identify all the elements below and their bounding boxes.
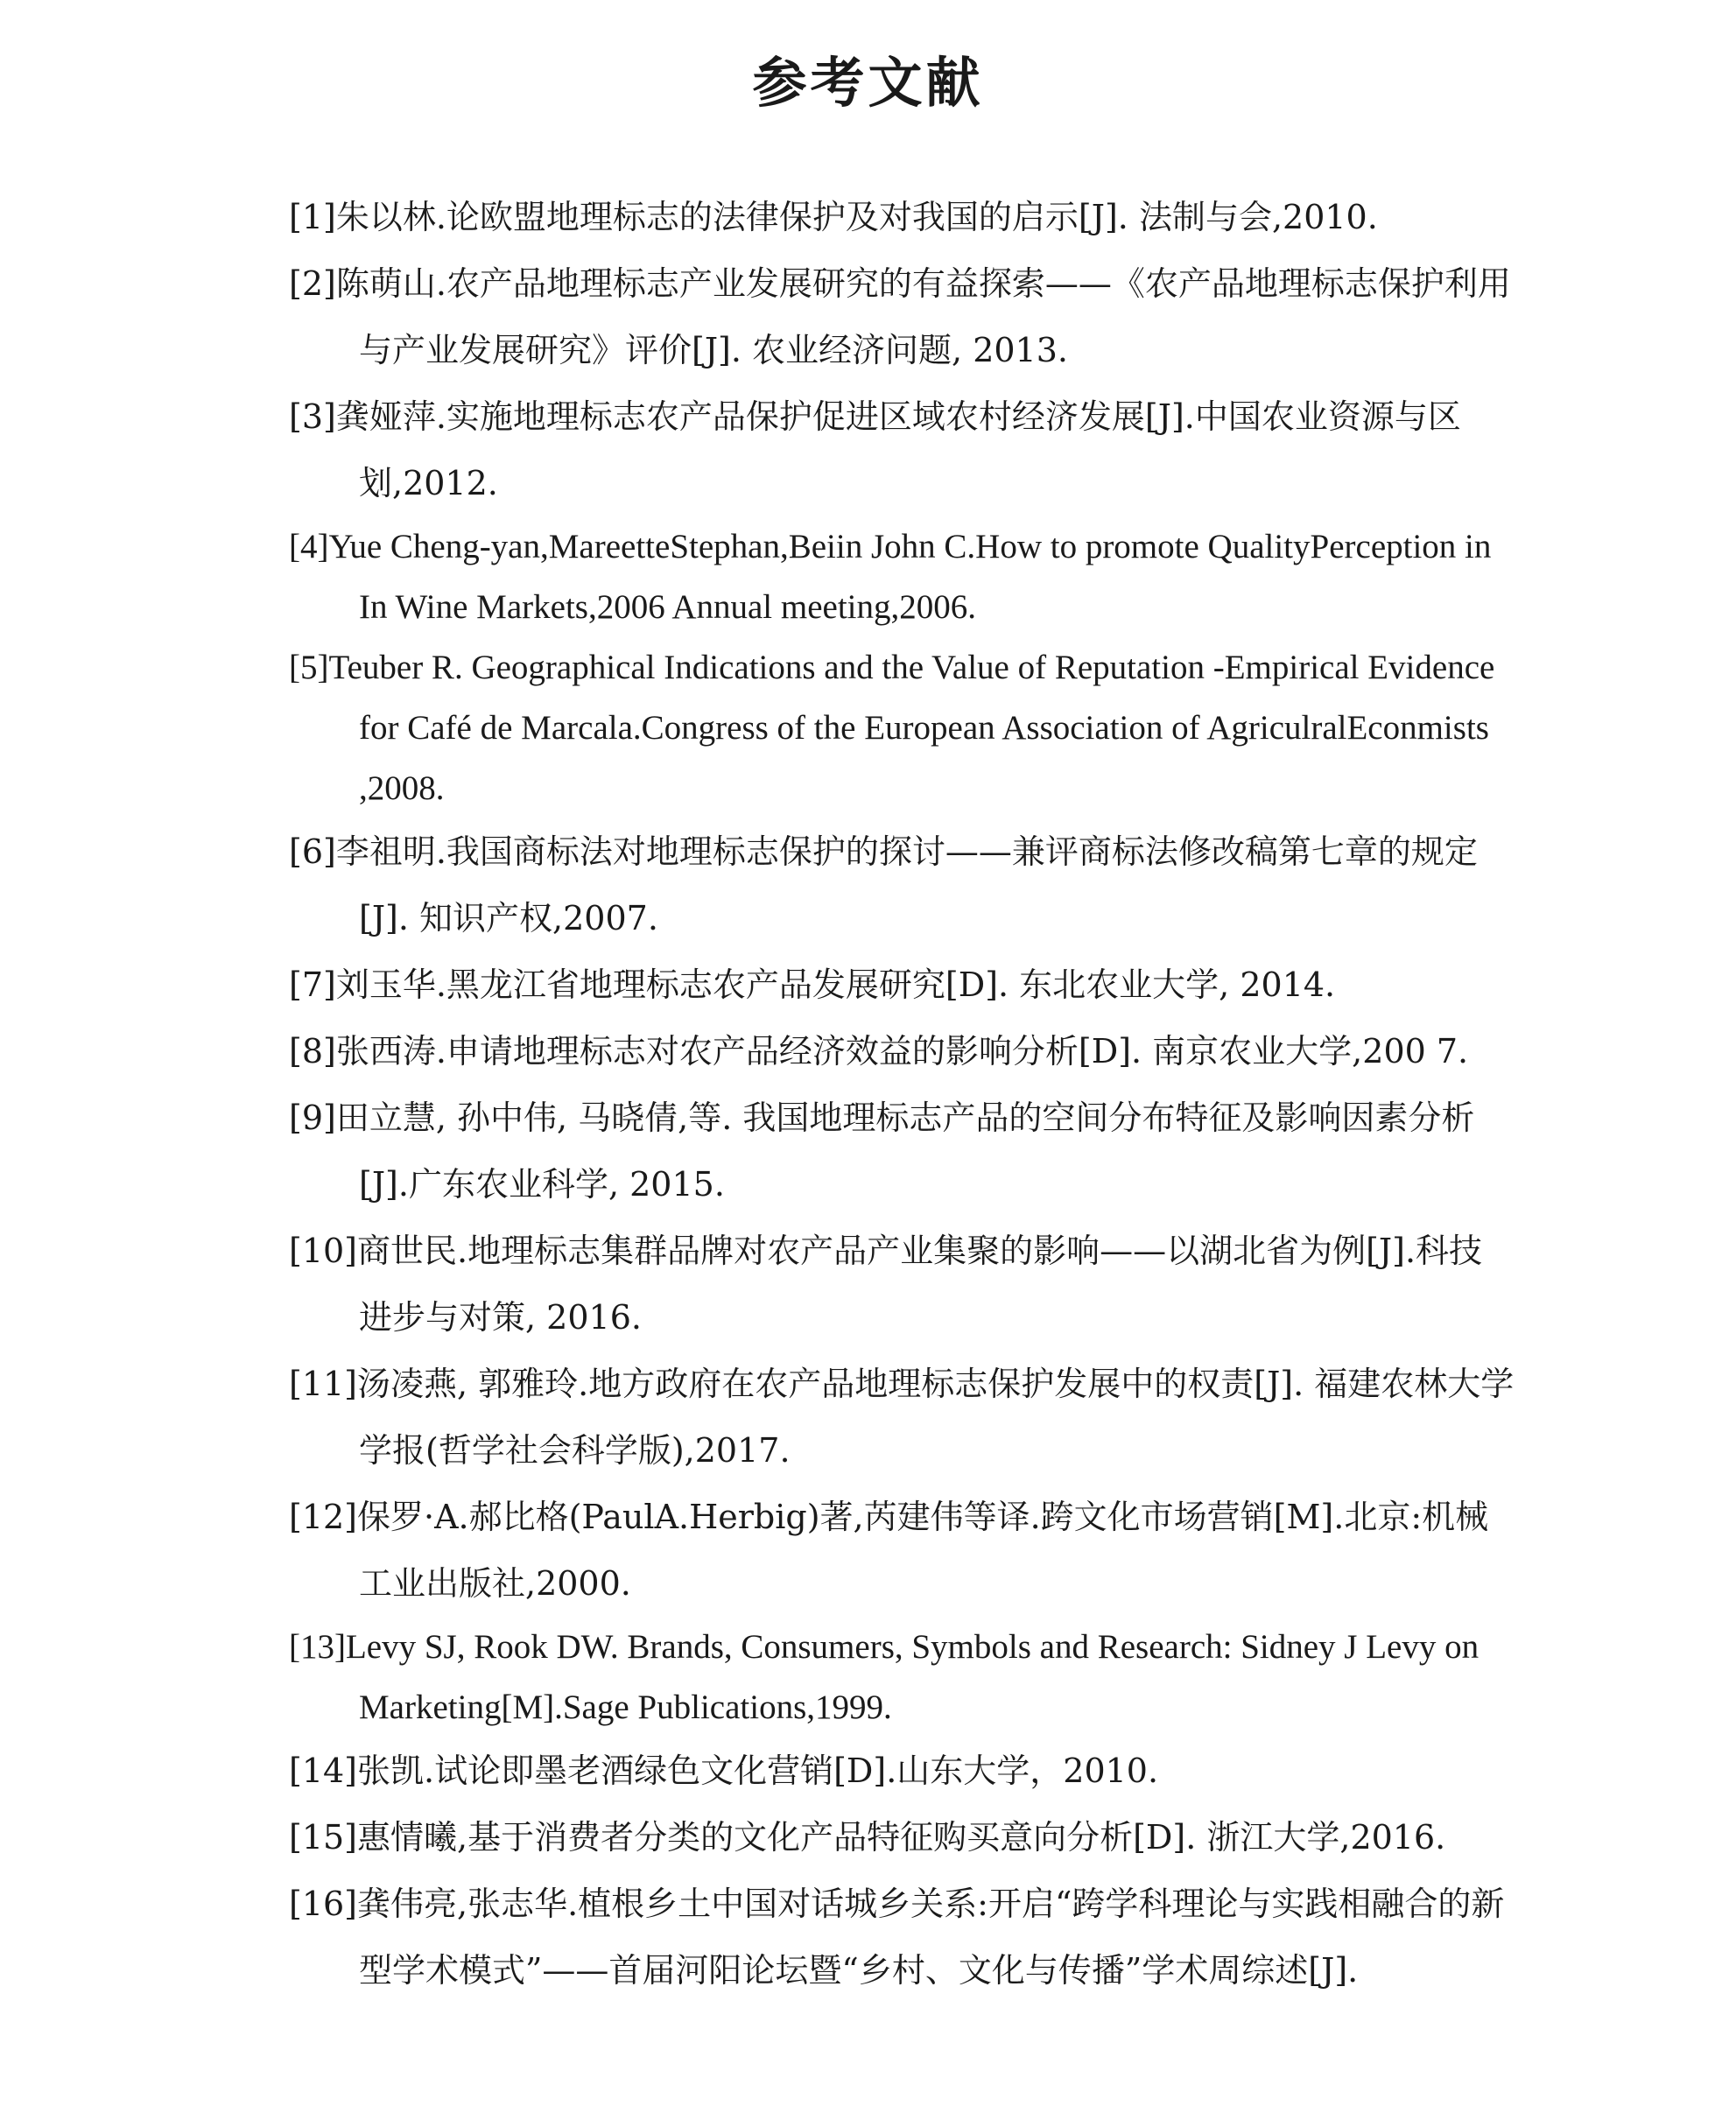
reference-item: [4]Yue Cheng-yan,MareetteStephan,Beiin John C.How to promote QualityPerception in In Wine Markets,2006 Annual meeting,2006. <box>289 528 1492 626</box>
reference-item: [1]朱以林.论欧盟地理标志的法律保护及对我国的启示[J]. 法制与会,2010. <box>289 198 1378 236</box>
reference-item: [7]刘玉华.黑龙江省地理标志农产品发展研究[D]. 东北农业大学, 2014. <box>289 965 1336 1004</box>
reference-item: [11]汤凌燕, 郭雅玲.地方政府在农产品地理标志保护发展中的权责[J]. 福建农林大学学报(哲学社会科学版),2017. <box>289 1365 1515 1470</box>
reference-item: [12]保罗·A.郝比格(PaulA.Herbig)著,芮建伟等译.跨文化市场营销[M].北京:机械工业出版社,2000. <box>289 1498 1489 1603</box>
reference-item: [9]田立慧, 孙中伟, 马晓倩,等. 我国地理标志产品的空间分布特征及影响因素分析[J].广东农业科学, 2015. <box>289 1099 1475 1204</box>
reference-item: [13]Levy SJ, Rook DW. Brands, Consumers, Symbols and Research: Sidney J Levy on Marketing[M].Sage Publications,1999. <box>289 1628 1479 1726</box>
reference-list <box>289 184 1515 2004</box>
reference-item: [3]龚娅萍.实施地理标志农产品保护促进区域农村经济发展[J].中国农业资源与区划,2012. <box>289 397 1461 502</box>
reference-item: [14]张凯.试论即墨老酒绿色文化营销[D].山东大学，2010. <box>289 1751 1159 1790</box>
reference-item: [15]惠情曦,基于消费者分类的文化产品特征购买意向分析[D]. 浙江大学,2016. <box>289 1818 1446 1857</box>
reference-item: [6]李祖明.我国商标法对地理标志保护的探讨——兼评商标法修改稿第七章的规定[J]. 知识产权,2007. <box>289 832 1478 937</box>
reference-item: [16]龚伟亮,张志华.植根乡土中国对话城乡关系:开启“跨学科理论与实践相融合的新型学术模式”——首届河阳论坛暨“乡村、文化与传播”学术周综述[J]. <box>289 1885 1505 1990</box>
reference-item: [2]陈萌山.农产品地理标志产业发展研究的有益探索——《农产品地理标志保护利用与产业发展研究》评价[J]. 农业经济问题, 2013. <box>289 264 1511 369</box>
reference-item: [8]张西涛.申请地理标志对农产品经济效益的影响分析[D]. 南京农业大学,200 7. <box>289 1032 1469 1071</box>
reference-item: [10]商世民.地理标志集群品牌对农产品产业集聚的影响——以湖北省为例[J].科技进步与对策, 2016. <box>289 1232 1483 1337</box>
page-title: 参考文献 <box>752 51 984 115</box>
reference-item: [5]Teuber R. Geographical Indications and the Value of Reputation -Empirical Evidence for Café de Marcala.Congress of the European Association of AgriculralEconmists ,2008. <box>289 649 1495 807</box>
